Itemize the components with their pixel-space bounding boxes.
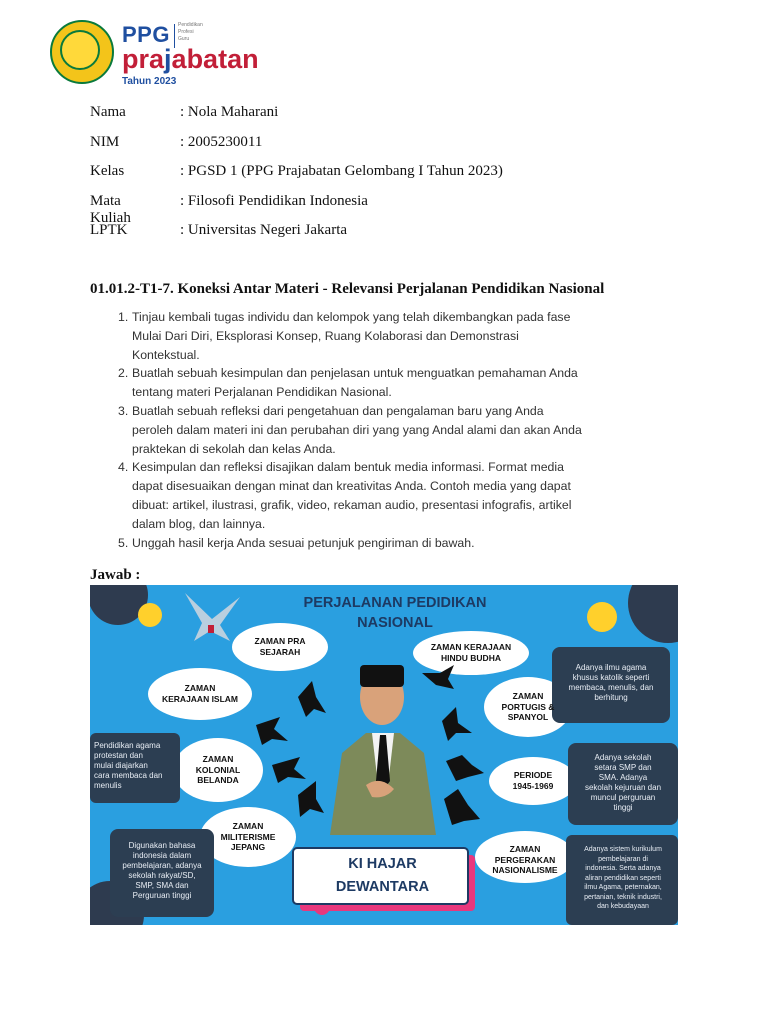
note-sekolah: Adanya sekolah setara SMP dan SMA. Adanya sekolah kejuruan dan muncul perguruan tinggi [584,753,662,812]
identity-label: Mata Kuliah [90,192,131,226]
infographic-title: PERJALANAN PEDIDIKAN NASIONAL [303,595,487,631]
identity-value: : Nola Maharani [180,104,279,120]
cloud-label-pergerakan: ZAMAN PERGERAKAN NASIONALISME [492,844,558,875]
identity-label: Kelas [90,163,125,179]
logo-year: Tahun 2023 [122,76,177,87]
cloud-label-kerajaan-islam: ZAMAN KERAJAAN ISLAM [161,683,239,704]
note-protestan: Pendidikan agama protestan dan mulai diajarkan cara membaca dan menulis [94,741,163,790]
identity-value: : 2005230011 [180,133,263,150]
answer-label: Jawab : [90,567,141,583]
section-title: 01.01.2-T1-7. Koneksi Antar Materi - Relevansi Perjalanan Pendidikan Nasional [90,281,605,297]
garuda-icon [185,593,240,641]
note-bahasa: Digunakan bahasa indonesia dalam pembelajaran, adanya sekolah rakyat/SD, SMP, SMA dan Perguruan tinggi [122,841,202,900]
ki-hajar-name: KI HAJAR DEWANTARA [335,856,430,895]
dark-blob-top-right [628,585,678,643]
identity-label: Nama [90,104,126,120]
identity-label: NIM [90,133,120,150]
cloud-label-periode: PERIODE 1945-1969 [512,770,554,791]
list-item: 3. Buatlah sebuah refleksi dari pengetahuan dan pengalaman baru yang Anda peroleh dalam materi ini dan perubahan diri yang yang Andal alami dan akan Anda praktekan di sekolah dan kelas Anda. [118,403,582,456]
identity-label: LPTK [90,222,128,238]
cloud-label-portugis: ZAMAN PORTUGIS & SPANYOL [501,691,555,722]
yellow-dot-top-right [587,602,617,632]
identity-value: : PGSD 1 (PPG Prajabatan Gelombang I Tahun 2023) [180,163,503,179]
infographic [90,585,678,925]
logo-brand-ppg: PPG [122,22,170,47]
task-list [118,308,588,552]
cloud-label-militerisme: ZAMAN MILITERISME JEPANG [220,821,276,852]
university-seal-inner [60,30,100,70]
note-katolik: Adanya ilmu agama khusus katolik seperti membaca, menulis, dan berhitung [568,663,654,702]
ppg-logo [50,20,280,90]
identity-value: : Universitas Negeri Jakarta [180,222,348,238]
list-item: 2. Buatlah sebuah kesimpulan dan penjelasan untuk menguatkan pemahaman Anda tentang materi Perjalanan Pendidikan Nasional. [118,366,578,400]
cloud-label-kolonial: ZAMAN KOLONIAL BELANDA [195,754,241,785]
ki-hajar-dewantara-figure [330,665,436,835]
note-kurikulum: Adanya sistem kurikulum pembelajaran di indonesia. Serta adanya aliran pendidikan seperti ilmu Agama, peternakan, pertanian, teknik industri, dan kebudayaan [584,846,662,910]
list-item: 4. Kesimpulan dan refleksi disajikan dalam bentuk media informasi. Format media dapat disesuaikan dengan minat dan kreativitas Anda. Contoh media yang dapat dibuat: artikel, ilustrasi, grafik, video, rekaman audio, presentasi infografis, artikel dalam blog, dan lainnya. [118,460,572,531]
cloud-label-pra-sejarah: ZAMAN PRA SEJARAH [254,636,306,657]
list-item: 1. Tinjau kembali tugas individu dan kelompok yang telah dikembangkan pada fase Mulai Dari Diri, Eksplorasi Konsep, Ruang Kolaborasi dan Demonstrasi Kontekstual. [118,310,571,362]
identity-value: : Filosofi Pendidikan Indonesia [180,192,368,209]
logo-brand-prajabatan: prajabatan [122,44,259,74]
logo-small-text: Pendidikan Profesi Guru [178,22,203,42]
list-item: 5. Unggah hasil kerja Anda sesuai petunjuk pengiriman di bawah. [118,535,475,550]
cloud-label-hindu-budha: ZAMAN KERAJAAN HINDU BUDHA [430,642,512,663]
yellow-dot-top-left [138,603,162,627]
